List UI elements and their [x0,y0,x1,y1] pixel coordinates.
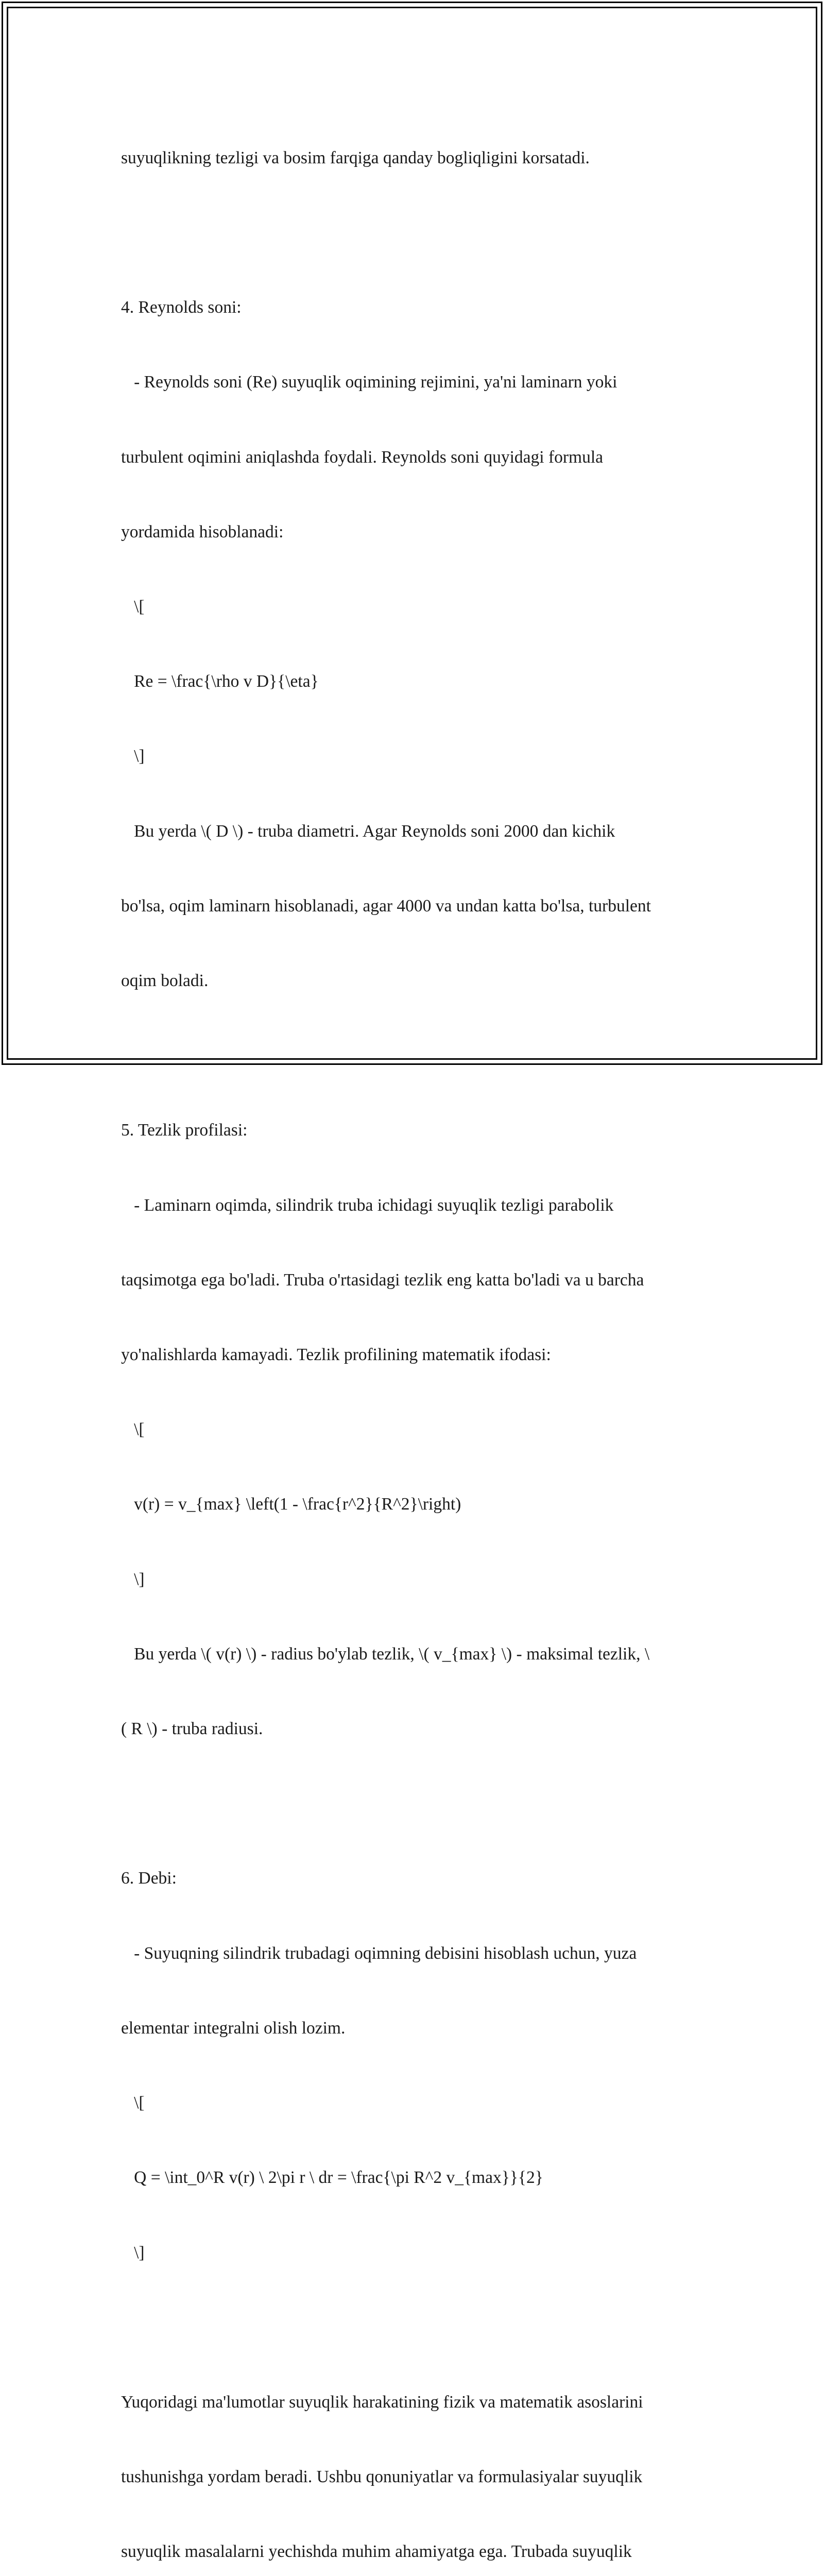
formula-close: \] [121,2243,145,2262]
formula-velocity: v(r) = v_{max} \left(1 - \frac{r^2}{R^2}\right) [121,1495,461,1514]
formula-flow-rate: Q = \int_0^R v(r) \ 2\pi r \ dr = \frac{\pi R^2 v_{max}}{2} [121,2168,543,2188]
formula-open: \[ [121,597,145,617]
formula-open: \[ [121,2093,145,2113]
blank-line [121,1791,708,1816]
text-line: yordamida hisoblanadi: [121,522,284,541]
text-line: - Laminarn oqimda, silindrik truba ichidagi suyuqlik tezligi parabolik [121,1195,614,1215]
text-line: turbulent oqimini aniqlashda foydali. Reynolds soni quyidagi formula [121,447,604,467]
conclusion-line: tushunishga yordam beradi. Ushbu qonuniyatlar va formulasiyalar suyuqlik [121,2467,643,2487]
formula-close: \] [121,1569,145,1589]
text-line: ( R \) - truba radiusi. [121,1719,263,1739]
text-line: elementar integralni olish lozim. [121,2018,346,2038]
text-line: - Suyuqning silindrik trubadagi oqimning debisini hisoblash uchun, yuza [121,1943,637,1963]
text-line: suyuqlikning tezligi va bosim farqiga qanday bogliqligini korsatadi. [121,148,590,167]
formula-open: \[ [121,1420,145,1439]
document-body [121,96,708,2576]
text-line: - Reynolds soni (Re) suyuqlik oqimining rejimini, ya'ni laminarn yoki [121,372,617,392]
text-line: taqsimotga ega bo'ladi. Truba o'rtasidagi tezlik eng katta bo'ladi va u barcha [121,1270,644,1290]
section-heading-flow-rate: 6. Debi: [121,1869,177,1888]
blank-line [121,1043,708,1068]
text-line: yo'nalishlarda kamayadi. Tezlik profilining matematik ifodasi: [121,1345,551,1365]
blank-line [121,221,708,245]
text-line: oqim boladi. [121,971,209,991]
section-heading-reynolds: 4. Reynolds soni: [121,298,242,317]
section-heading-velocity-profile: 5. Tezlik profilasi: [121,1121,248,1140]
text-line: Bu yerda \( D \) - truba diametri. Agar Reynolds soni 2000 dan kichik [121,821,615,841]
text-line: Bu yerda \( v(r) \) - radius bo'ylab tezlik, \( v_{max} \) - maksimal tezlik, \ [121,1644,650,1664]
conclusion-line: Yuqoridagi ma'lumotlar suyuqlik harakatining fizik va matematik asoslarini [121,2392,643,2412]
blank-line [121,2315,708,2340]
formula-reynolds: Re = \frac{\rho v D}{\eta} [121,672,319,691]
formula-close: \] [121,747,145,766]
text-line: bo'lsa, oqim laminarn hisoblanadi, agar 4000 va undan katta bo'lsa, turbulent [121,896,651,916]
conclusion-line: suyuqlik masalalarni yechishda muhim ahamiyatga ega. Trubada suyuqlik [121,2542,632,2562]
